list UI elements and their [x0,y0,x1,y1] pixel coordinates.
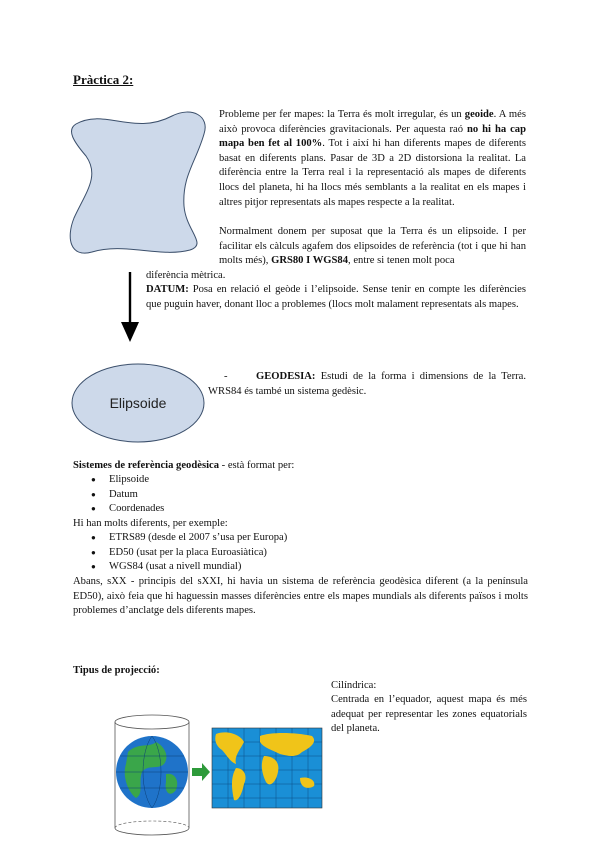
down-arrow-icon [120,272,140,344]
list-item: ● Datum [73,488,528,503]
page-title: Pràctica 2: [73,72,134,87]
projeccio-heading: Tipus de projecció: [73,665,160,676]
examples-list [73,531,528,575]
examples-intro: Hi han molts diferents, per exemple: [73,518,228,529]
ellipsoid-shape [70,362,206,444]
cylindrical-projection-figure [104,712,334,842]
closing-paragraph: Abans, sXX - principis del sXXI, hi havia un sistema de referència geodèsica diferent (a la península ED50), això feia que hi haguessin masses diferències entre els mapes mundials als diferents països i molts problemes d’anclatge dels diferents mapes. [73,576,528,617]
ellipse-label: Elipsoide [109,395,167,411]
list-item: ● Elipsoide [73,473,528,488]
datum-paragraph: DATUM: Posa en relació el geòde i l’elipsoide. Sense tenir en compte les diferències que puguin haver, donant lloc a problemes (llocs molt malament representats als mapes. [146,284,526,310]
sistemes-heading: Sistemes de referència geodèsica - està format per: [73,460,295,471]
list-item: ● ED50 (usat per la placa Euroasiàtica) [73,546,528,561]
elipsoide-paragraph-end: diferència mètrica. [146,270,226,281]
geoid-shape [64,106,216,256]
geodesia-paragraph: - GEODESIA: Estudi de la forma i dimensions de la Terra. WRS84 és també un sistema gedèsic. [208,371,526,397]
sistemes-list [73,473,528,517]
projeccio-desc: Centrada en l’equador, aquest mapa és més adequat per representar les zones equatorials del planeta. [331,694,527,735]
projeccio-type: Cilíndrica: [331,680,377,691]
list-item: ● Coordenades [73,502,528,517]
intro-paragraph: Probleme per fer mapes: la Terra és molt irregular, és un geoide. A més això provoca diferències gravitacionals. Per aquesta raó no hi ha cap mapa ben fet al 100%. Tot i així hi han diferents mapes de diferents basat en diferents plans. Pasar de 3D a 2D distorsiona la realitat. La diferència entre la Terra real i la representació als mapes de diferents llocs del planeta, hi ha llocs més semblants a la realitat en els mapes i altres pitjor representats als mapes respecte a la realitat. [219,109,526,208]
list-item: ● WGS84 (usat a nivell mundial) [73,560,528,575]
elipsoide-paragraph: Normalment donem per suposat que la Terra és un elipsoide. I per facilitar els càlculs agafem dos elipsoides de referència (tot i que hi han molts més), GRS80 I WGS84, entre si tenen molt poca [219,226,526,267]
list-item: ● ETRS89 (desde el 2007 s’usa per Europa) [73,531,528,546]
